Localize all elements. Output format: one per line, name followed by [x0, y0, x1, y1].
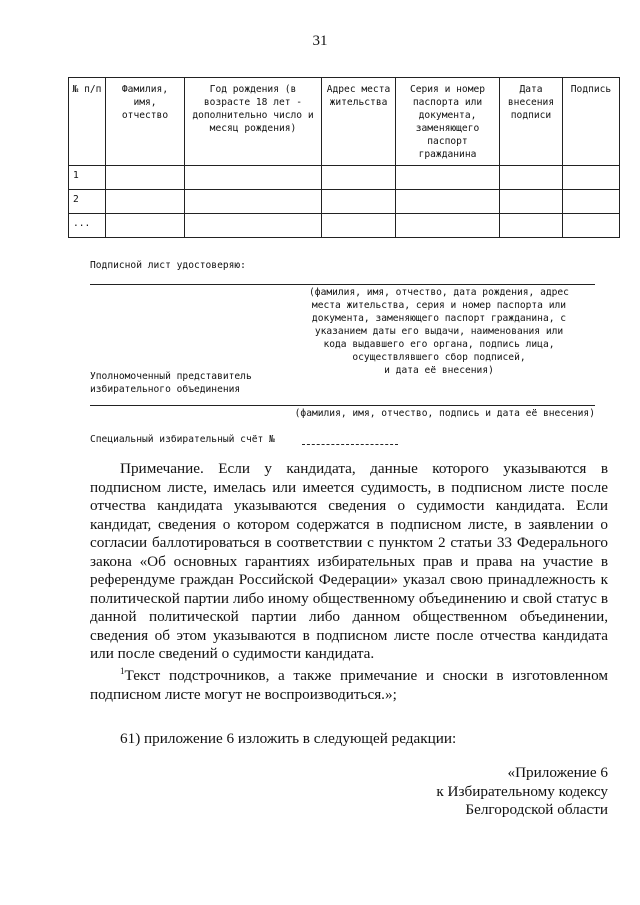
table-cell[interactable]: [185, 166, 322, 190]
caption-line: места жительства, серия и номер паспорта или: [311, 300, 567, 311]
account-number-field[interactable]: [302, 444, 398, 445]
page-number: 31: [312, 33, 328, 49]
table-row: [69, 190, 620, 214]
item-61: 61) приложение 6 изложить в следующей редакции:: [120, 730, 457, 747]
row-number: 2: [69, 190, 106, 214]
header-passport: Серия и номер паспорта или документа, заменяющего паспорт гражданина: [396, 78, 500, 166]
caption-line: и дата её внесения): [384, 365, 494, 376]
caption-line: документа, заменяющего паспорт гражданина, с: [311, 313, 567, 324]
representative-label-line: избирательного объединения: [90, 384, 241, 395]
table-cell[interactable]: [396, 190, 500, 214]
appendix-line: к Избирательному кодексу: [436, 782, 608, 800]
table-cell[interactable]: [500, 190, 563, 214]
footnote-paragraph: [90, 667, 608, 704]
table-cell[interactable]: [322, 190, 396, 214]
certify-label: Подписной лист удостоверяю:: [90, 260, 246, 271]
signature-table: [68, 77, 620, 238]
table-cell[interactable]: [322, 166, 396, 190]
table-cell[interactable]: [563, 190, 620, 214]
table-cell[interactable]: [106, 166, 185, 190]
appendix-heading: [380, 764, 608, 820]
appendix-line: Белгородской области: [465, 801, 608, 818]
header-full-name: Фамилия, имя, отчество: [106, 78, 185, 166]
table-cell[interactable]: [563, 166, 620, 190]
caption-line: (фамилия, имя, отчество, дата рождения, адрес: [309, 287, 569, 298]
table-cell[interactable]: [106, 190, 185, 214]
table-cell[interactable]: [185, 214, 322, 238]
table-cell[interactable]: [396, 166, 500, 190]
header-address: Адрес места жительства: [322, 78, 396, 166]
representative-label: [90, 370, 252, 396]
table-cell[interactable]: [563, 214, 620, 238]
header-signature: Подпись: [563, 78, 620, 166]
table-cell[interactable]: [396, 214, 500, 238]
table-cell[interactable]: [185, 190, 322, 214]
caption-line: указанием даты его выдачи, наименования или: [314, 326, 564, 337]
header-number: № п/п: [69, 78, 106, 166]
table-cell[interactable]: [106, 214, 185, 238]
representative-label-line: Уполномоченный представитель: [90, 371, 252, 382]
footnote-text: Текст подстрочников, а также примечание и сноски в изготовленном подписном листе могут не воспроизводиться.»;: [90, 667, 608, 703]
footnote-marker: 1: [120, 665, 125, 676]
note-paragraph: Примечание. Если у кандидата, данные которого указываются в подписном листе, имелась или имеется судимость, в подписном листе после отчества кандидата указываются сведения о судимости кандидата. Если кандидат, сведения о котором содержатся в подписном листе, в заявлении о согласии баллотироваться в соответствии с пунктом 2 статьи 33 Федерального закона «Об основных гарантиях избирательных прав и права на участие в референдуме граждан Российской Федерации» указал свою принадлежность к политической партии либо иному общественному объединению и свой статус в данной политической партии либо данном общественном объединении, сведения об этом указываются в подписном листе после отчества кандидата или после сведений о судимости кандидата.: [90, 460, 608, 662]
row-number: 1: [69, 166, 106, 190]
representative-caption: (фамилия, имя, отчество, подпись и дата её внесения): [294, 408, 595, 419]
table-row: [69, 214, 620, 238]
certify-signature-line[interactable]: [90, 284, 595, 285]
header-signature-date: Дата внесения подписи: [500, 78, 563, 166]
caption-line: осуществлявшего сбор подписей,: [352, 352, 526, 363]
appendix-line: «Приложение 6: [507, 764, 608, 781]
table-header-row: [69, 78, 620, 166]
table-cell[interactable]: [500, 166, 563, 190]
representative-signature-line[interactable]: [90, 405, 595, 406]
row-number: ...: [69, 214, 106, 238]
caption-line: кода выдавшего его органа, подпись лица,: [323, 339, 555, 350]
table-cell[interactable]: [500, 214, 563, 238]
table-row: [69, 166, 620, 190]
header-birth-year: Год рождения (в возрасте 18 лет - дополнительно число и месяц рождения): [185, 78, 322, 166]
account-label: Специальный избирательный счёт №: [90, 434, 275, 445]
certify-caption: [283, 286, 595, 377]
table-cell[interactable]: [322, 214, 396, 238]
